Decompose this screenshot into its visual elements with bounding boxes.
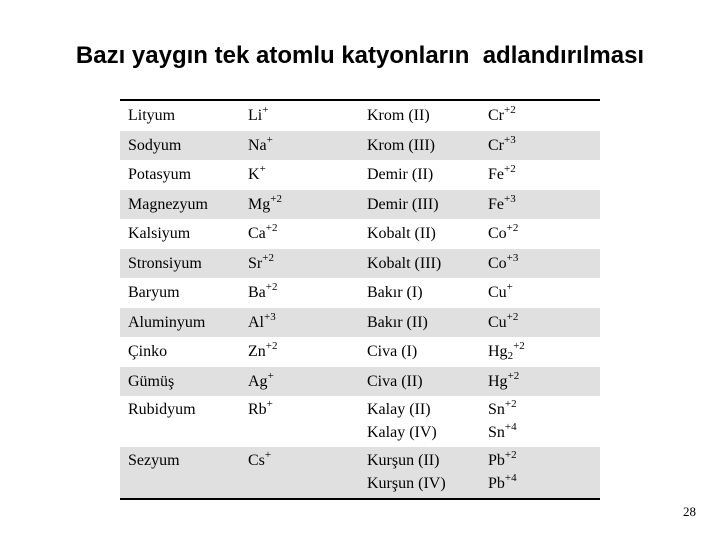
table-row (120, 101, 600, 131)
cation-symbol (488, 278, 513, 308)
element-symbol: Hg (488, 343, 508, 360)
element-symbol: Fe (488, 195, 504, 213)
ion-charge: + (266, 398, 273, 410)
ion-charge: + (506, 281, 513, 293)
ion-charge: +2 (265, 340, 278, 352)
cation-symbol (248, 398, 273, 421)
element-symbol: Pb (488, 452, 505, 469)
element-symbol: Ag (248, 372, 268, 390)
cation-name: Kobalt (III) (367, 254, 442, 272)
table-row (120, 308, 600, 338)
table-row (120, 396, 600, 447)
cation-name-line: Kalay (II) (367, 401, 431, 418)
element-symbol: Sr (248, 254, 263, 272)
ion-charge: +2 (504, 449, 517, 461)
cation-name: Sodyum (128, 136, 182, 154)
cation-name: Sezyum (128, 452, 180, 469)
ion-charge: +4 (504, 472, 517, 484)
cation-symbol-line (488, 421, 517, 444)
table-row (120, 447, 600, 498)
cation-name: Demir (II) (367, 166, 434, 183)
cation-symbol-line (488, 398, 517, 421)
page-number: 28 (683, 504, 696, 519)
cation-symbol (248, 101, 268, 131)
cation-name-line: Kurşun (IV) (367, 475, 446, 492)
ion-charge: + (264, 449, 272, 461)
element-symbol: Na (248, 136, 267, 154)
ion-charge: +3 (504, 192, 516, 205)
cation-name: Civa (II) (367, 372, 423, 390)
element-symbol: Cu (488, 313, 507, 331)
element-symbol: Sn (488, 424, 505, 441)
element-symbol: Ca (248, 225, 266, 242)
cation-symbol-line (488, 472, 517, 495)
cation-symbol (488, 101, 516, 131)
cation-symbol-line (488, 449, 517, 472)
table-row (120, 337, 600, 367)
ion-charge: +3 (504, 133, 516, 146)
ion-charge: +3 (264, 310, 276, 323)
cation-name: Rubidyum (128, 401, 196, 418)
cation-name: Stronsiyum (128, 254, 202, 272)
cation-symbol (488, 367, 519, 397)
ion-charge: + (266, 133, 273, 146)
element-symbol: Hg (488, 372, 508, 390)
ion-charge: + (259, 163, 266, 175)
element-symbol: Mg (248, 195, 271, 213)
table-row (120, 219, 600, 249)
cation-symbol (248, 449, 271, 472)
ion-charge: +2 (507, 369, 520, 382)
atom-count: 2 (507, 350, 514, 362)
cation-name: Civa (I) (367, 343, 418, 360)
table-row (120, 249, 600, 279)
table-row (120, 160, 600, 190)
cation-name: Krom (III) (367, 136, 435, 154)
ion-charge: +2 (504, 398, 517, 410)
ion-charge: +2 (513, 340, 525, 352)
ion-charge: +2 (506, 222, 519, 234)
element-symbol: K (248, 166, 260, 183)
cation-name: Kobalt (II) (367, 225, 436, 242)
table-row (120, 190, 600, 220)
cation-symbol (488, 190, 516, 220)
element-symbol: Rb (248, 401, 267, 418)
cation-name: Potasyum (128, 166, 192, 183)
table-row (120, 367, 600, 397)
ion-charge: +2 (262, 251, 274, 264)
cation-name: Aluminyum (128, 313, 206, 331)
cation-name: Lityum (128, 107, 176, 124)
cation-name: Bakır (II) (367, 313, 428, 331)
ion-charge: +2 (506, 310, 519, 323)
cation-name: Çinko (128, 343, 168, 360)
element-symbol: Sn (488, 401, 505, 418)
ion-charge: +4 (504, 421, 517, 433)
element-symbol: Zn (248, 343, 266, 360)
cation-name: Krom (II) (367, 107, 430, 124)
element-symbol: Co (488, 254, 507, 272)
cation-symbol (488, 449, 517, 495)
ion-charge: +3 (506, 251, 519, 264)
ion-charge: + (262, 104, 269, 116)
element-symbol: Fe (488, 166, 504, 183)
cation-symbol (488, 308, 518, 338)
cation-name: Gümüş (128, 372, 175, 390)
cation-name: Kalsiyum (128, 225, 191, 242)
cation-symbol (248, 131, 273, 161)
ion-charge: +2 (504, 163, 516, 175)
cation-name (367, 449, 446, 495)
cation-symbol (248, 337, 278, 367)
cation-symbol (488, 398, 517, 444)
table-row (120, 131, 600, 161)
cation-name: Demir (III) (367, 195, 439, 213)
cation-name: Baryum (128, 284, 180, 301)
table-row (120, 278, 600, 308)
ion-charge: +2 (265, 222, 278, 234)
cation-symbol (248, 278, 278, 308)
cation-name: Bakır (I) (367, 284, 423, 301)
ion-charge: +2 (270, 192, 282, 205)
cation-table (120, 99, 600, 500)
element-symbol: Li (248, 107, 263, 124)
cation-symbol (488, 160, 516, 190)
ion-charge: + (267, 369, 274, 382)
ion-charge: +2 (504, 104, 516, 116)
cation-name: Magnezyum (128, 195, 208, 213)
cation-symbol (488, 249, 518, 279)
element-symbol: Ba (248, 284, 266, 301)
element-symbol: Cs (248, 452, 265, 469)
cation-name (367, 398, 437, 444)
cation-symbol (248, 249, 274, 279)
ion-charge: +2 (265, 281, 278, 293)
cation-symbol (248, 367, 274, 397)
element-symbol: Cr (488, 136, 504, 154)
cation-name-line: Kurşun (II) (367, 452, 440, 469)
element-symbol: Al (248, 313, 264, 331)
element-symbol: Co (488, 225, 507, 242)
cation-symbol (248, 219, 278, 249)
cation-symbol (248, 190, 282, 220)
cation-name-line: Kalay (IV) (367, 424, 437, 441)
cation-symbol (488, 219, 518, 249)
cation-symbol (248, 308, 276, 338)
element-symbol: Pb (488, 475, 505, 492)
element-symbol: Cu (488, 284, 507, 301)
page-title: Bazı yaygın tek atomlu katyonların adlandırılması (75, 42, 645, 69)
cation-symbol (488, 131, 516, 161)
cation-symbol (248, 160, 266, 190)
element-symbol: Cr (488, 107, 504, 124)
cation-symbol (488, 337, 525, 367)
